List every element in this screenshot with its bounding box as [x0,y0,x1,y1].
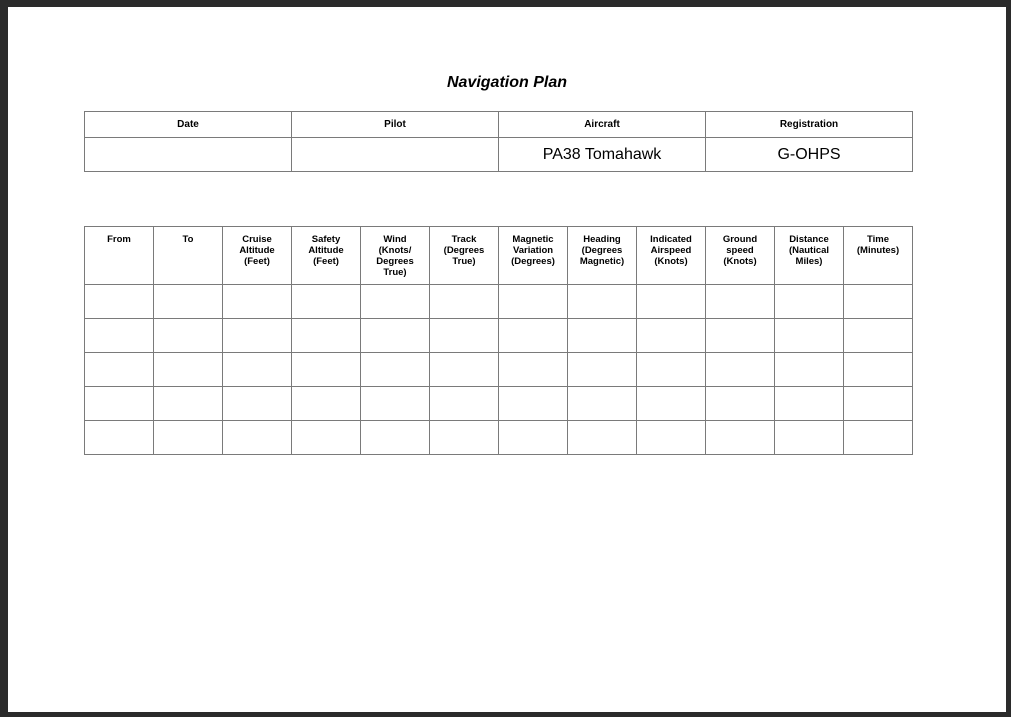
nav-column-header-line: (Knots) [723,256,757,267]
page-title: Navigation Plan [446,74,568,91]
nav-column-header-line: Indicated [650,234,692,245]
table-row [85,285,913,319]
table-cell[interactable] [844,319,913,353]
nav-column-header-line: (Nautical [788,245,830,256]
table-cell[interactable] [775,285,844,319]
registration-value[interactable]: G-OHPS [706,138,913,172]
navigation-log-header-row [85,227,913,285]
table-cell[interactable] [430,285,499,319]
nav-column-header [154,227,223,285]
pilot-header: Pilot [292,112,499,138]
nav-column-header-line: Altitude [308,245,344,256]
nav-column-header-line: Magnetic) [579,256,625,267]
table-cell[interactable] [361,285,430,319]
table-cell[interactable] [85,353,154,387]
nav-column-header [844,227,913,285]
nav-column-header [499,227,568,285]
table-cell[interactable] [499,387,568,421]
nav-column-header-line: Safety [311,234,341,245]
table-cell[interactable] [499,421,568,455]
table-cell[interactable] [430,387,499,421]
table-cell[interactable] [85,387,154,421]
nav-column-header-line: Magnetic [512,234,554,245]
table-cell[interactable] [292,319,361,353]
table-cell[interactable] [568,285,637,319]
nav-column-header-line: To [182,234,194,245]
nav-column-header [706,227,775,285]
nav-column-header [361,227,430,285]
nav-column-header-line: Altitude [239,245,275,256]
table-cell[interactable] [775,387,844,421]
table-cell[interactable] [568,319,637,353]
table-cell[interactable] [499,285,568,319]
table-cell[interactable] [361,319,430,353]
aircraft-value[interactable]: PA38 Tomahawk [499,138,706,172]
table-cell[interactable] [154,353,223,387]
nav-column-header-line: (Feet) [313,256,339,267]
table-cell[interactable] [499,319,568,353]
nav-column-header-line: (Degrees) [511,256,555,267]
nav-column-header-line: (Knots/ [378,245,412,256]
nav-column-header-line: Degrees [376,256,414,267]
table-cell[interactable] [637,319,706,353]
table-cell[interactable] [154,319,223,353]
table-cell[interactable] [292,387,361,421]
pilot-value[interactable] [292,138,499,172]
nav-column-header-line: speed [726,245,754,256]
table-cell[interactable] [844,285,913,319]
table-cell[interactable] [223,353,292,387]
nav-column-header [85,227,154,285]
registration-header: Registration [706,112,913,138]
nav-column-header [223,227,292,285]
nav-column-header-line: (Degrees [581,245,623,256]
date-value[interactable] [85,138,292,172]
nav-column-header-line: Time [866,234,889,245]
table-cell[interactable] [430,421,499,455]
table-cell[interactable] [499,353,568,387]
nav-column-header [775,227,844,285]
nav-column-header-line: True) [383,267,407,278]
table-cell[interactable] [706,353,775,387]
table-row [85,353,913,387]
table-cell[interactable] [85,319,154,353]
table-cell[interactable] [85,285,154,319]
nav-column-header-line: Heading [583,234,621,245]
table-cell[interactable] [223,319,292,353]
nav-column-header-line: Ground [722,234,758,245]
nav-column-header-line: From [107,234,131,245]
flight-info-header-row [85,112,913,138]
table-cell[interactable] [292,421,361,455]
table-cell[interactable] [568,421,637,455]
table-cell[interactable] [430,319,499,353]
nav-column-header-line: Track [451,234,477,245]
nav-column-header [292,227,361,285]
nav-column-header [568,227,637,285]
nav-column-header-line: (Feet) [244,256,270,267]
table-cell[interactable] [568,387,637,421]
table-cell[interactable] [361,421,430,455]
table-cell[interactable] [637,353,706,387]
table-cell[interactable] [154,285,223,319]
table-cell[interactable] [637,387,706,421]
table-cell[interactable] [706,319,775,353]
nav-column-header-line: Cruise [242,234,272,245]
table-cell[interactable] [706,387,775,421]
table-cell[interactable] [292,353,361,387]
table-cell[interactable] [292,285,361,319]
navigation-log-table [84,226,913,455]
navigation-log-body [85,285,913,455]
nav-column-header [637,227,706,285]
nav-column-header-line: (Knots) [654,256,688,267]
document-page [8,7,1006,712]
table-cell[interactable] [361,353,430,387]
aircraft-header: Aircraft [499,112,706,138]
table-row [85,319,913,353]
table-cell[interactable] [775,353,844,387]
nav-column-header-line: Wind [383,234,407,245]
table-cell[interactable] [85,421,154,455]
table-row [85,387,913,421]
table-cell[interactable] [775,421,844,455]
nav-column-header-line: (Minutes) [856,245,900,256]
table-cell[interactable] [154,421,223,455]
table-cell[interactable] [775,319,844,353]
nav-column-header-line: (Degrees [443,245,485,256]
table-cell[interactable] [706,285,775,319]
table-cell[interactable] [568,353,637,387]
table-cell[interactable] [637,285,706,319]
table-cell[interactable] [154,387,223,421]
table-row [85,421,913,455]
nav-column-header-line: Airspeed [650,245,692,256]
date-header: Date [85,112,292,138]
nav-column-header [430,227,499,285]
table-cell[interactable] [430,353,499,387]
table-cell[interactable] [223,421,292,455]
flight-info-value-row [85,138,913,172]
table-cell[interactable] [361,387,430,421]
table-cell[interactable] [637,421,706,455]
table-cell[interactable] [706,421,775,455]
table-cell[interactable] [844,387,913,421]
table-cell[interactable] [844,353,913,387]
nav-column-header-line: Distance [789,234,829,245]
nav-column-header-line: Miles) [795,256,823,267]
nav-column-header-line: Variation [512,245,554,256]
table-cell[interactable] [223,387,292,421]
table-cell[interactable] [223,285,292,319]
nav-column-header-line: True) [452,256,476,267]
flight-info-table [84,111,913,172]
table-cell[interactable] [844,421,913,455]
